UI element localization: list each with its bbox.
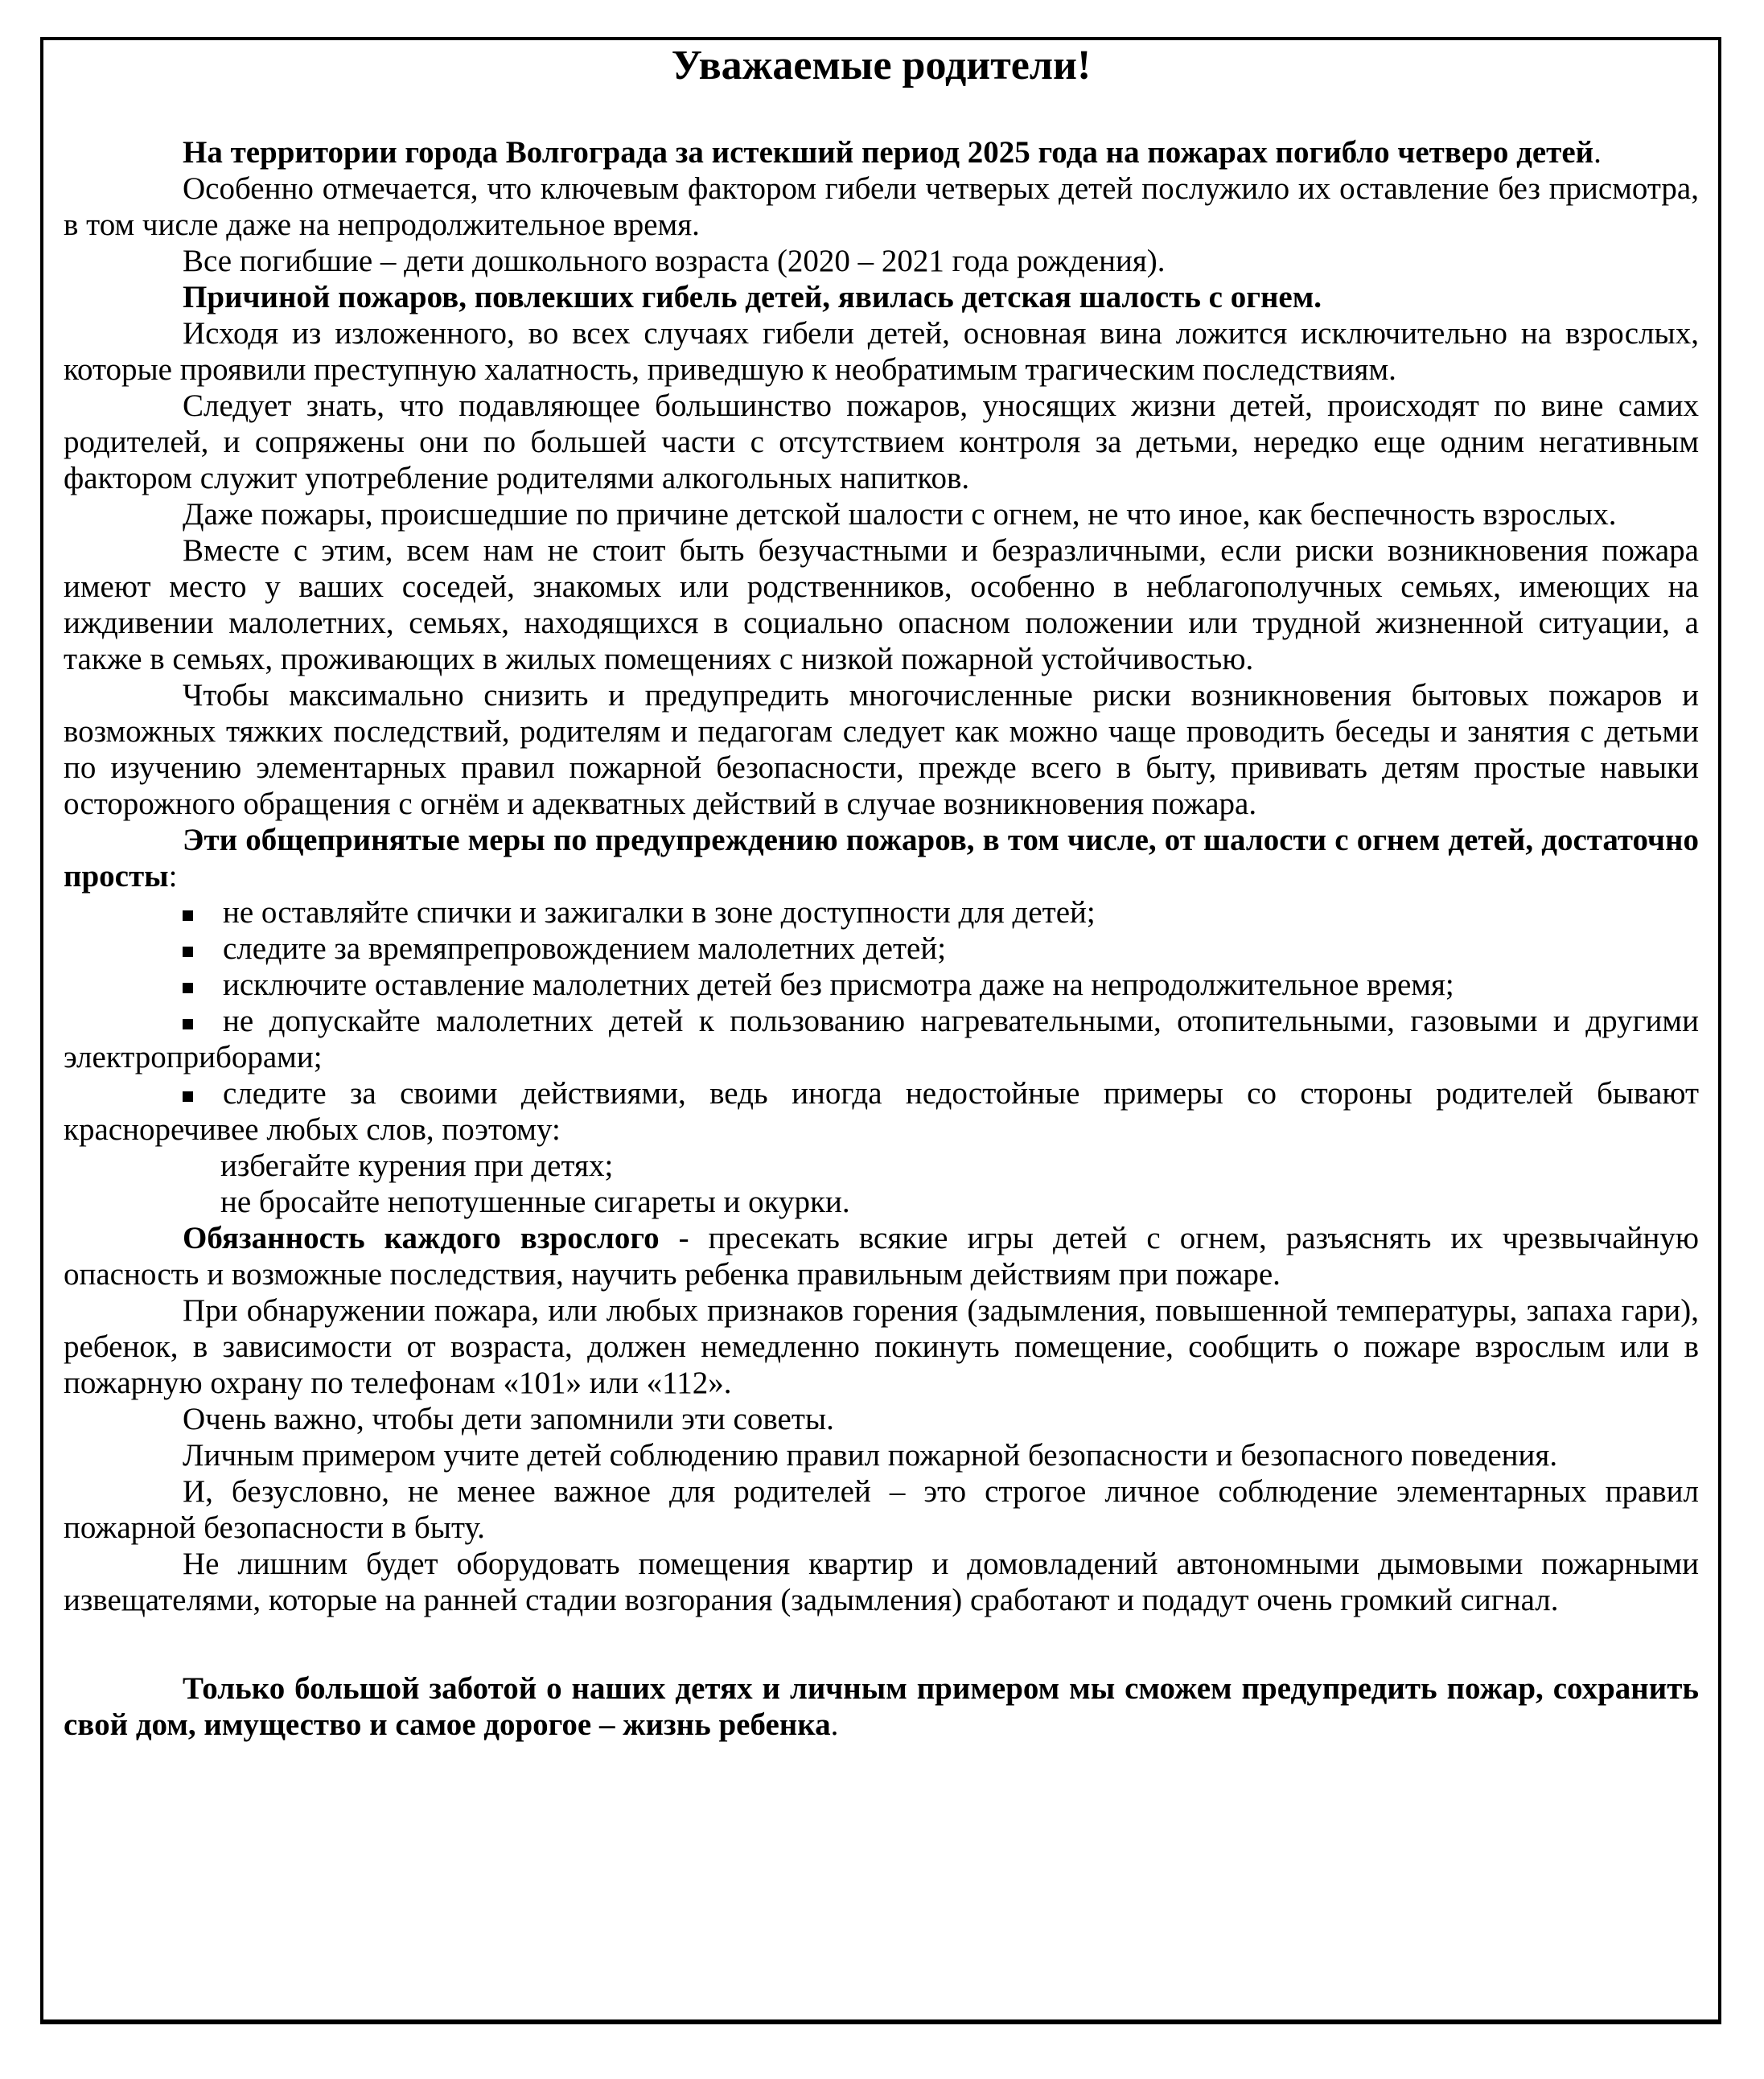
text-segment: Личным примером учите детей соблюдению правил пожарной безопасности и безопасного поведения. bbox=[183, 1438, 1558, 1473]
paragraph bbox=[64, 822, 1699, 894]
text-segment: следите за времяпрепровождением малолетних детей; bbox=[223, 931, 947, 966]
text-segment: не оставляйте спички и зажигалки в зоне доступности для детей; bbox=[223, 895, 1096, 930]
bullet-item bbox=[64, 967, 1699, 1003]
square-bullet-icon bbox=[183, 910, 193, 921]
text-segment: следите за своими действиями, ведь иногда недостойные примеры со стороны родителей бывают красноречивее любых слов, поэтому: bbox=[64, 1076, 1699, 1147]
paragraph bbox=[64, 532, 1699, 677]
paragraph bbox=[64, 1220, 1699, 1292]
text-segment: Исходя из изложенного, во всех случаях гибели детей, основная вина ложится исключительно на взрослых, которые проявили преступную халатность, приведшую к необратимым трагическим последствиям. bbox=[64, 316, 1699, 387]
text-segment: На территории города Волгограда за истекший период 2025 года на пожарах погибло четверо детей bbox=[183, 135, 1594, 170]
paragraph bbox=[64, 388, 1699, 496]
text-segment: не бросайте непотушенные сигареты и окурки. bbox=[220, 1185, 850, 1219]
text-segment: Эти общепринятые меры по предупреждению пожаров, в том числе, от шалости с огнем детей, достаточно просты bbox=[64, 823, 1699, 894]
document-title: Уважаемые родители! bbox=[671, 43, 1092, 88]
paragraph bbox=[64, 1546, 1699, 1618]
text-segment: . bbox=[830, 1707, 839, 1742]
text-segment: Очень важно, чтобы дети запомнили эти советы. bbox=[183, 1402, 834, 1436]
paragraph bbox=[64, 677, 1699, 822]
sub-list-item bbox=[64, 1148, 1699, 1184]
text-segment: Следует знать, что подавляющее большинство пожаров, уносящих жизни детей, происходят по вине самих родителей, и сопряжены они по большей части с отсутствием контроля за детьми, нередко еще одним негативным фактором служит употребление родителями алкогольных напитков. bbox=[64, 388, 1699, 495]
paragraph bbox=[64, 1670, 1699, 1743]
text-segment: При обнаружении пожара, или любых признаков горения (задымления, повышенной температуры, запаха гари), ребенок, в зависимости от возраста, должен немедленно покинуть помещение, сообщить о пожаре взрослым или в пожарную охрану по телефонам «101» или «112». bbox=[64, 1293, 1699, 1400]
text-segment: И, безусловно, не менее важное для родителей – это строгое личное соблюдение элементарных правил пожарной безопасности в быту. bbox=[64, 1474, 1699, 1545]
text-segment: : bbox=[168, 859, 178, 894]
text-segment: - пресекать всякие игры детей с огнем, разъяснять их чрезвычайную опасность и возможные последствия, научить ребенка правильным действиям при пожаре. bbox=[64, 1221, 1699, 1292]
paragraph bbox=[64, 243, 1699, 279]
square-bullet-icon bbox=[183, 983, 193, 993]
square-bullet-icon bbox=[183, 1019, 193, 1029]
bullet-item bbox=[64, 931, 1699, 967]
text-segment: Только большой заботой о наших детях и личным примером мы сможем предупредить пожар, сохранить свой дом, имущество и самое дорогое – жизнь ребенка bbox=[64, 1671, 1699, 1742]
text-segment: Чтобы максимально снизить и предупредить многочисленные риски возникновения бытовых пожаров и возможных тяжких последствий, родителям и педагогам следует как можно чаще проводить беседы и занятия с детьми по изучению элементарных правил пожарной безопасности, прежде всего в быту, прививать детям простые навыки осторожного обращения с огнём и адекватных действий в случае возникновения пожара. bbox=[64, 678, 1699, 821]
square-bullet-icon bbox=[183, 947, 193, 957]
text-segment: Даже пожары, происшедшие по причине детской шалости с огнем, не что иное, как беспечность взрослых. bbox=[183, 497, 1617, 532]
paragraph bbox=[64, 279, 1699, 315]
paragraph bbox=[64, 1437, 1699, 1473]
paragraph bbox=[64, 171, 1699, 243]
paragraph bbox=[64, 1401, 1699, 1437]
text-segment: Особенно отмечается, что ключевым фактором гибели четверых детей послужило их оставление без присмотра, в том числе даже на непродолжительное время. bbox=[64, 171, 1699, 242]
text-segment: не допускайте малолетних детей к пользованию нагревательными, отопительными, газовыми и другими электроприборами; bbox=[64, 1004, 1699, 1074]
paragraph bbox=[64, 496, 1699, 532]
paragraph bbox=[64, 1473, 1699, 1546]
text-segment: . bbox=[1593, 135, 1602, 170]
text-segment: Не лишним будет оборудовать помещения квартир и домовладений автономными дымовыми пожарными извещателями, которые на ранней стадии возгорания (задымления) сработают и подадут очень громкий сигнал. bbox=[64, 1547, 1699, 1617]
text-segment: исключите оставление малолетних детей без присмотра даже на непродолжительное время; bbox=[223, 968, 1454, 1002]
square-bullet-icon bbox=[183, 1091, 193, 1102]
paragraph bbox=[64, 315, 1699, 388]
text-segment: Вместе с этим, всем нам не стоит быть безучастными и безразличными, если риски возникновения пожара имеют место у ваших соседей, знакомых или родственников, особенно в неблагополучных семьях, имеющих на иждивении малолетних, семьях, находящихся в социально опасном положении или трудной жизненной ситуации, а также в семьях, проживающих в жилых помещениях с низкой пожарной устойчивостью. bbox=[64, 533, 1699, 676]
text-segment: Все погибшие – дети дошкольного возраста (2020 – 2021 года рождения). bbox=[183, 244, 1166, 278]
text-segment: избегайте курения при детях; bbox=[220, 1148, 614, 1183]
document-content bbox=[64, 134, 1699, 1743]
sub-list-item bbox=[64, 1184, 1699, 1220]
bullet-item bbox=[64, 1003, 1699, 1075]
text-segment: Обязанность каждого взрослого bbox=[183, 1221, 660, 1255]
paragraph bbox=[64, 1292, 1699, 1401]
paragraph bbox=[64, 134, 1699, 171]
bullet-item bbox=[64, 1075, 1699, 1148]
bullet-item bbox=[64, 894, 1699, 931]
document-border bbox=[40, 37, 1721, 2024]
text-segment: Причиной пожаров, повлекших гибель детей, явилась детская шалость с огнем. bbox=[183, 280, 1322, 314]
